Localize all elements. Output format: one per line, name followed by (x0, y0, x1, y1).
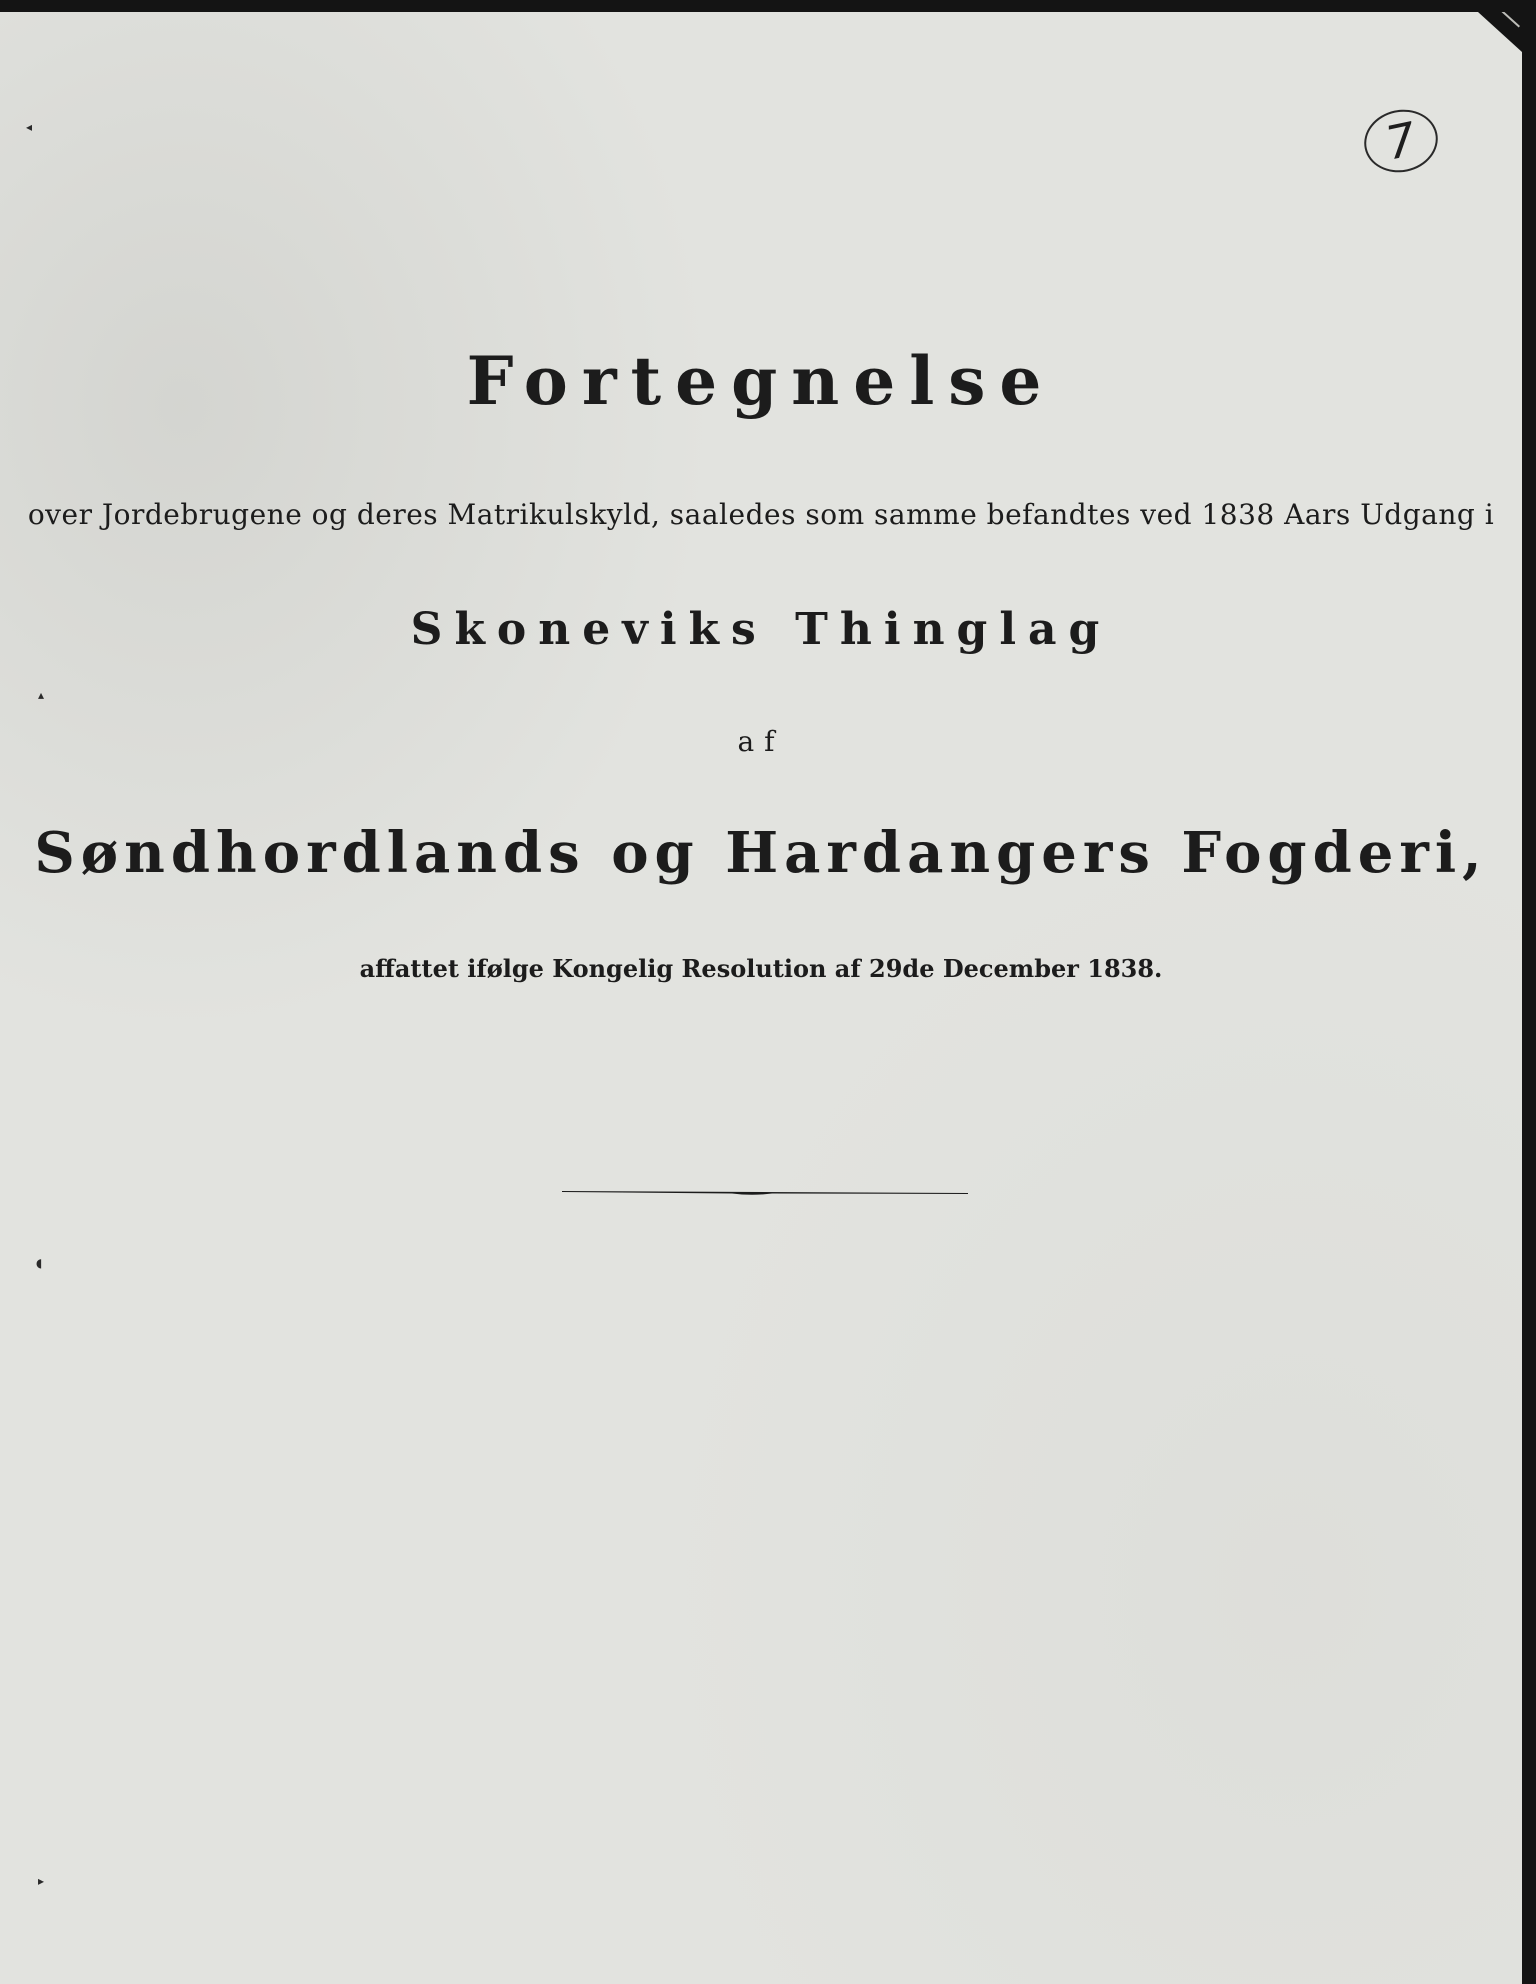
connector-text: af (737, 725, 785, 758)
document-title: Fortegnelse (466, 342, 1056, 420)
page-number: 7 (1358, 103, 1443, 179)
margin-mark: ◂ (26, 120, 33, 134)
document-page (0, 12, 1522, 1984)
margin-mark: ▴ (38, 688, 45, 702)
document-subtitle: over Jordebrugene og deres Matrikulskyld, saaledes som samme befandtes ved 1838 Aars Udgang i (27, 498, 1495, 531)
margin-mark: ◖ (36, 1256, 43, 1270)
district-name: Skoneviks Thinglag (410, 604, 1112, 655)
decorative-rule (562, 1186, 968, 1198)
folded-corner (1478, 12, 1522, 52)
bailiwick-name: Søndhordlands og Hardangers Fogderi, (34, 820, 1488, 886)
margin-mark: ▸ (38, 1874, 45, 1888)
resolution-note: affattet ifølge Kongelig Resolution af 29de December 1838. (359, 954, 1163, 983)
